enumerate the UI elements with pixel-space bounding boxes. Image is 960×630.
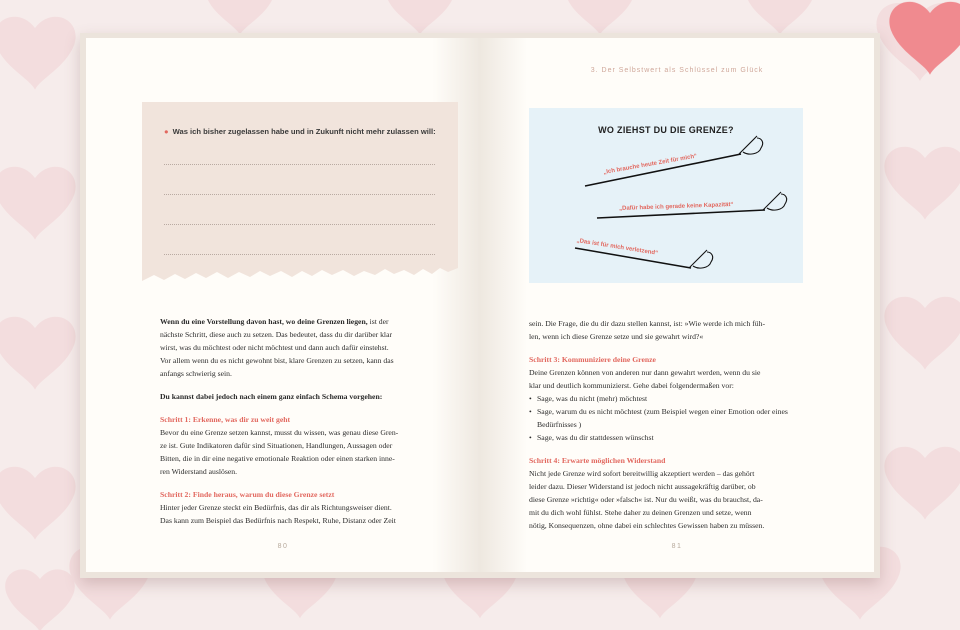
writing-line (164, 164, 435, 165)
step-heading: Schritt 2: Finde heraus, warum du diese Grenze setzt (160, 490, 335, 499)
paragraph-bold: Du kannst dabei jedoch nach einem ganz einfach Schema vorgehen: (160, 392, 383, 401)
text-line: wirst, was du möchtest oder nicht möchtest und dann auch dafür einstehst. (160, 343, 389, 352)
text-line: leider dazu. Dieser Widerstand ist jedoch nicht aussagekräftig darüber, ob (529, 482, 756, 491)
left-page (86, 38, 480, 572)
text-line: Deine Grenzen können von anderen nur dann gewahrt werden, wenn du sie (529, 368, 761, 377)
hand-pen-icon (739, 136, 763, 154)
boundary-label: „Ich brauche heute Zeit für mich“ (603, 153, 698, 176)
text-line: anfangs schwierig sein. (160, 369, 232, 378)
bullet-dot-icon: ● (164, 127, 169, 136)
text-line: ze ist. Gute Indikatoren dafür sind Situationen, Handlungen, Aussagen oder (160, 441, 393, 450)
text-line: len, wenn ich diese Grenze setze und sie gewahrt wird?« (529, 332, 704, 341)
list-item: • Sage, warum du es nicht möchtest (zum Beispiel wegen einer Emotion oder eines Bedürfnisses ) (529, 405, 811, 431)
text-line: nötig, Konsequenzen, ohne dabei ein schlechtes Gewissen haben zu müssen. (529, 521, 765, 530)
boundary-label: „Dafür habe ich gerade keine Kapazität“ (619, 202, 734, 212)
step-heading: Schritt 3: Kommuniziere deine Grenze (529, 355, 656, 364)
note-question: ● Was ich bisher zugelassen habe und in Zukunft nicht mehr zulassen will: (164, 127, 436, 136)
text-line: klar und deutlich kommunizierst. Gehe dabei folgendermaßen vor: (529, 381, 734, 390)
open-book (80, 33, 880, 578)
text-line: nächste Schritt, diese auch zu setzen. Das bedeutet, dass du dir darüber klar (160, 330, 393, 339)
hand-pen-icon (763, 192, 787, 210)
page-number: 80 (277, 543, 289, 550)
text-line: ren Widerstand auslösen. (160, 467, 238, 476)
text-line: Bitten, die in dir eine negative emotionale Reaktion oder einen starken inne- (160, 454, 395, 463)
drawn-lines (529, 108, 803, 283)
left-body-text (160, 315, 442, 527)
right-page (480, 38, 874, 572)
illustration-title: WO ZIEHST DU DIE GRENZE? (598, 125, 734, 135)
text-line: Nicht jede Grenze wird sofort bereitwillig akzeptiert werden – das gehört (529, 469, 755, 478)
text-line: mit du dich wohl fühlst. Stehe daher zu deinen Grenzen und setze, wenn (529, 508, 752, 517)
text-line: Vor allem wenn du es nicht gewohnt bist, klare Grenzen zu setzen, kann das (160, 356, 394, 365)
list-item: • Sage, was du dir stattdessen wünschst (529, 431, 811, 444)
boundary-illustration (529, 108, 803, 283)
page-number: 81 (671, 543, 683, 550)
boundary-label: „Das ist für mich verletzend“ (576, 238, 659, 257)
paragraph: Wenn du eine Vorstellung davon hast, wo deine Grenzen liegen, ist der (160, 317, 389, 326)
running-header: 3. Der Selbstwert als Schlüssel zum Glück (590, 67, 764, 74)
right-body-text (529, 317, 811, 532)
text-line: Hinter jeder Grenze steckt ein Bedürfnis, das dir als Richtungsweiser dient. (160, 503, 392, 512)
text-line: sein. Die Frage, die du dir dazu stellen kannst, ist: »Wie werde ich mich füh- (529, 319, 766, 328)
text-line: Bevor du eine Grenze setzen kannst, musst du wissen, was genau diese Gren- (160, 428, 399, 437)
text-line: diese Grenze »richtig« oder »falsch« ist. Nur du weißt, was du brauchst, da- (529, 495, 763, 504)
step-heading: Schritt 4: Erwarte möglichen Widerstand (529, 456, 666, 465)
list-item: • Sage, was du nicht (mehr) möchtest (529, 392, 811, 405)
bullet-list (529, 392, 811, 444)
writing-line (164, 194, 435, 195)
torn-note-paper (142, 102, 458, 288)
hand-pen-icon (689, 250, 713, 268)
text-line: Das kann zum Beispiel das Bedürfnis nach Respekt, Ruhe, Distanz oder Zeit (160, 516, 396, 525)
writing-line (164, 224, 435, 225)
step-heading: Schritt 1: Erkenne, was dir zu weit geht (160, 415, 291, 424)
writing-line (164, 254, 435, 255)
